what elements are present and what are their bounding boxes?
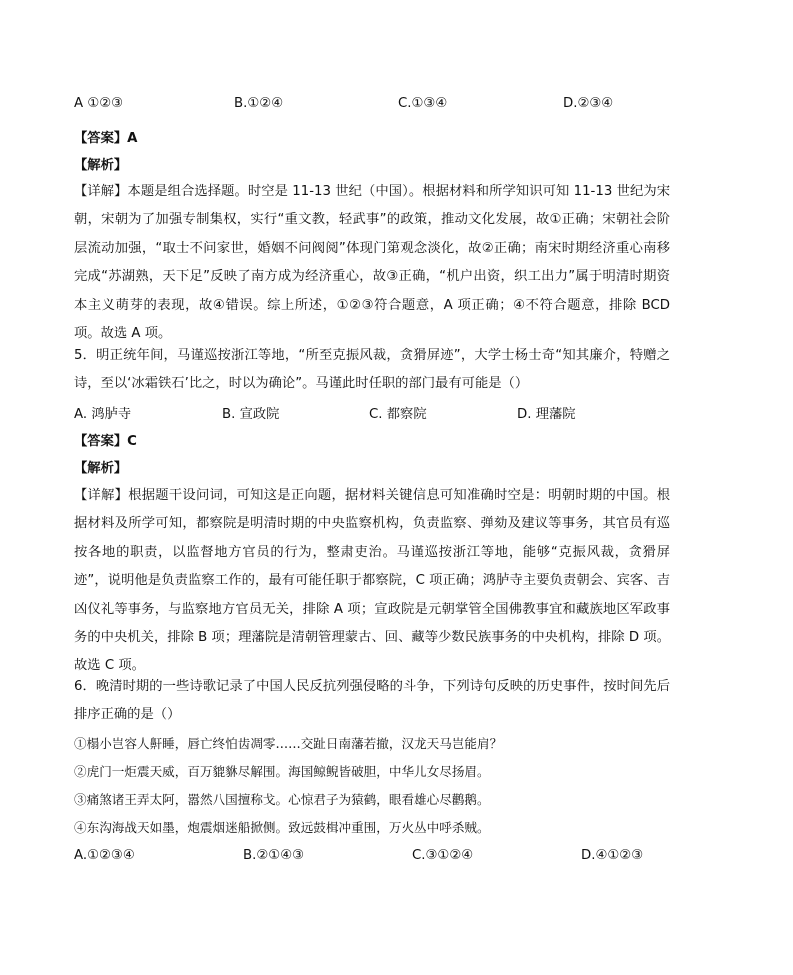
q4-detail: 【详解】本题是组合选择题。时空是 11-13 世纪（中国）。根据材料和所学知识可知 11-13 世纪为宋朝，宋朝为了加强专制集权，实行“重文教，轻武事”的政策，推动文化发展，故①正确；宋朝社会阶层流动加强，“取士不问家世，婚姻不问阀阅”体现门第观念淡化，故②正确；南宋时期经济重心南移完成“苏湖熟，天下足”反映了南方成为经济重心，故③正确，“机户出资，织工出力”属于明清时期资本主义萌芽的表现，故④错误。综上所述，①②③符合题意，A 项正确；④不符合题意，排除 BCD 项。故选 A 项。: [74, 184, 670, 342]
q5-answer: 【答案】C: [74, 434, 137, 449]
q5-detail: 【详解】根据题干设问词，可知这是正向题，据材料关键信息可知准确时空是：明朝时期的中国。根据材料及所学可知，都察院是明清时期的中央监察机构，负责监察、弹劾及建议等事务，其官员有巡按各地的职责，以监督地方官员的行为，整肃吏治。马谨巡按浙江等地，能够“克振风裁，贪猾屏迹”，说明他是负责监察工作的，最有可能任职于都察院，C 项正确；鸿胪寺主要负责朝会、宾客、吉凶仪礼等事务，与监察地方官员无关，排除 A 项；宣政院是元朝掌管全国佛教事宜和藏族地区军政事务的中央机关，排除 B 项；理藩院是清朝管理蒙古、回、藏等少数民族事务的中央机构，排除 D 项。故选 C 项。: [74, 488, 670, 674]
q5-option-b: B. 宣政院: [222, 407, 280, 422]
q6-option-d: D.④①②③: [581, 848, 644, 863]
q6-option-c: C.③①②④: [412, 848, 474, 863]
q4-option-b: B.①②④: [234, 96, 284, 111]
q5-option-a: A. 鸿胪寺: [74, 407, 132, 422]
q4-option-d: D.②③④: [563, 96, 614, 111]
q5-options: [74, 403, 674, 422]
q6-poem-4: ④东沟海战天如墨，炮震烟迷船掀侧。致远鼓楫冲重围，万火丛中呼杀贼。: [74, 820, 490, 835]
q4-answer: 【答案】A: [74, 131, 138, 146]
q6-options: [74, 848, 674, 864]
q6-option-b: B.②①④③: [243, 848, 305, 863]
q6-poem-2: ②虎门一炬震天威，百万貔貅尽解围。海国鲸鲵皆破胆，中华儿女尽扬眉。: [74, 764, 490, 779]
q5-option-d: D. 理藩院: [517, 407, 576, 422]
q6-poem-1: ①榻小岂容人鼾睡，唇亡终怕齿凋零……交趾日南藩若撤，汉龙天马岂能肩？: [74, 736, 503, 751]
q5-analysis-heading: 【解析】: [74, 461, 128, 476]
q6-stem: 6．晚清时期的一些诗歌记录了中国人民反抗列强侵略的斗争，下列诗句反映的历史事件，按时间先后排序正确的是（）: [74, 679, 670, 723]
q5-option-c: C. 都察院: [369, 407, 427, 422]
q6-option-a: A.①②③④: [74, 848, 135, 863]
q4-option-a: A ①②③: [74, 96, 124, 111]
q4-analysis-heading: 【解析】: [74, 158, 128, 173]
q4-option-c: C.①③④: [398, 96, 448, 111]
q5-stem: 5．明正统年间，马谨巡按浙江等地，“所至克振风裁，贪猾屏迹”，大学士杨士奇“知其廉介，特赠之诗，至以‘冰霜铁石’比之，时以为确论”。马谨此时任职的部门最有可能是（）: [74, 348, 670, 392]
q6-poem-3: ③痛煞诸王弄太阿，嚣然八国擅称戈。心惊君子为猿鹤，眼看雄心尽鹳鹅。: [74, 792, 490, 807]
q4-options: [74, 96, 674, 112]
